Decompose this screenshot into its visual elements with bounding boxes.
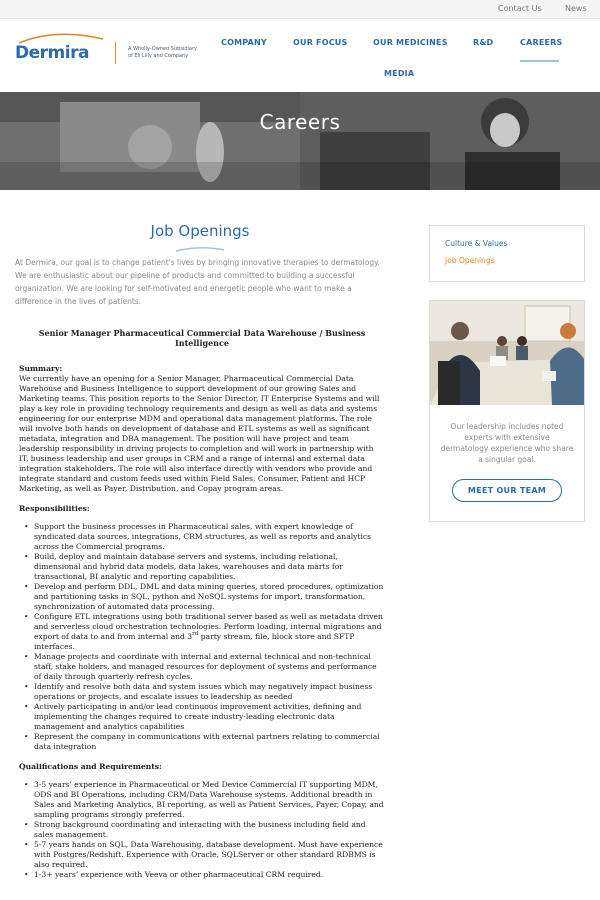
list-item: • 3-5 years’ experience in Pharmaceutical or Med Device Commercial IT supporting MDM, ODS and BI Operations, including CRM/Data Warehouse systems. Additional breadth in Sales and Marketing Analytics, BI reporting, as well as Patient Services, Payer, Copay, and sampling programs strongly preferred. [34,780,385,820]
summary-heading: Summary: [19,364,63,373]
list-item-text: Configure ETL integrations using both traditional server based as well as metadata driven and serverless cloud orchestration technologies. Perform loading, internal migrations and export of data to and from internal and 3 [34,612,383,641]
ordinal-suffix: rd [192,631,199,637]
list-item: • Identify and resolve both data and system issues which may negatively impact business operations or projects, and escalate issues to leadership as needed [34,682,385,702]
list-item: • Represent the company in communications with external partners relating to commercial data integration [34,732,385,752]
job-posting [15,328,385,880]
leadership-card [429,300,585,522]
nav-company[interactable]: COMPANY [221,38,267,47]
nav-our-medicines[interactable]: OUR MEDICINES [373,38,448,47]
list-item: • Build, deploy and maintain database servers and systems, including relational, dimensional and hybrid data models, data lakes, warehouses and data marts for transactional, BI analytic and reporting capabilities. [34,552,385,582]
intro-paragraph: At Dermira, our goal is to change patient's lives by bringing innovative therapies to dermatology. We are enthusiastic about our pipeline of products and committed to building a successful organization. We are looking for self-motivated and energetic people who want to make a difference in the lives of patients. [15,258,380,306]
hero-photo [0,92,600,190]
meeting-photo [430,301,584,405]
responsibilities-list [34,522,385,752]
page-title: Job Openings [150,222,250,240]
nav-active-indicator [520,60,559,62]
list-item: • Manage projects and coordinate with internal and external technical and non-technical staff, stake holders, and managed resources for deployment of systems and performance of daily through quarterly refresh cycles. [34,652,385,682]
nav-media[interactable]: MEDIA [384,69,415,78]
list-item: • Develop and perform DDL, DML and data mining queries, stored procedures, optimization and partitioning tasks in SQL, python and NoSQL systems for import, transformation, synchronization of automated data processing. [34,582,385,612]
meet-our-team-button[interactable]: MEET OUR TEAM [452,479,562,502]
leadership-card-text: Our leadership includes noted experts with extensive dermatology experience who share a singular goal. [440,422,574,464]
summary-text: We currently have an opening for a Senior Manager, Pharmaceutical Commercial Data Warehouse and Business Intelligence to support development of our growing Sales and Marketing teams. This position reports to the Senior Director, IT Enterprise Systems and will play a key role in providing technology requirements and design as well as data and systems engineering for our enterprise MDM and operational data management platforms. The role will involve both hands on development of database and ETL systems as well as significant metadata, integration and DBA management. The position will have project and team leadership responsibility in driving projects to completion and will work in partnership with IT, business leadership and user groups in CRM and a range of internal and external data integration stakeholders. The role will also interface directly with vendors who provide and integrate standard and custom feeds used within Field Sales, Consumer, Patient and HCP Marketing, as well as Payer, Distribution, and Copay program areas. [19,374,380,493]
list-item: • 1-3+ years’ experience with Veeva or other pharmaceutical CRM required. [34,870,385,880]
list-item-tail: party stream, file, block store and SFTP interfaces. [34,632,355,651]
list-item: • Strong background coordinating and interacting with the business including field and sales management. [34,820,385,840]
sidebar-item-job-openings[interactable]: Job Openings [445,256,495,265]
contact-us-link[interactable]: Contact Us [498,4,542,13]
main-content [15,222,385,880]
title-swoosh-icon [174,246,226,252]
list-item: • Actively participating in and/or lead continuous improvement activities, defining and implementing the changes required to create industry-leading electronic data management and analytics capabilities [34,702,385,732]
logo-wordmark: Dermira [15,43,89,63]
nav-our-focus[interactable]: OUR FOCUS [293,38,348,47]
qualifications-heading: Qualifications and Requirements: [19,762,162,771]
qualifications-list [34,780,385,880]
list-item: • Support the business processes in Pharmaceutical sales, with expert knowledge of syndicated data sources, integrations, CRM structures, as well as reports and analytics across the Commercial programs. [34,522,385,552]
job-title: Senior Manager Pharmaceutical Commercial Data Warehouse / Business Intelligence [38,328,366,348]
hero-banner [0,92,600,190]
leadership-photo [430,301,584,405]
logo-subsidiary-line2: of Eli Lilly and Company [128,53,189,59]
logo-divider [115,42,116,64]
logo-subsidiary-line1: A Wholly-Owned Subsidiary [128,46,197,52]
nav-careers[interactable]: CAREERS [520,38,563,47]
news-link[interactable]: News [565,4,587,13]
hero-title: Careers [259,110,341,134]
nav-rd[interactable]: R&D [473,38,494,47]
dermira-logo[interactable] [15,30,197,66]
site-header [0,19,600,91]
list-item: • 5-7 years hands on SQL, Data Warehousing, database development. Must have experience with Postgres/Redshift. Experience with Oracle, SQLServer or other standard RDBMS is also required. [34,840,385,870]
sidebar-item-culture-values[interactable]: Culture & Values [445,239,508,248]
sidebar-nav [429,225,585,282]
list-item [34,612,385,652]
responsibilities-heading: Responsibilities: [19,504,90,513]
utility-bar [0,0,600,19]
